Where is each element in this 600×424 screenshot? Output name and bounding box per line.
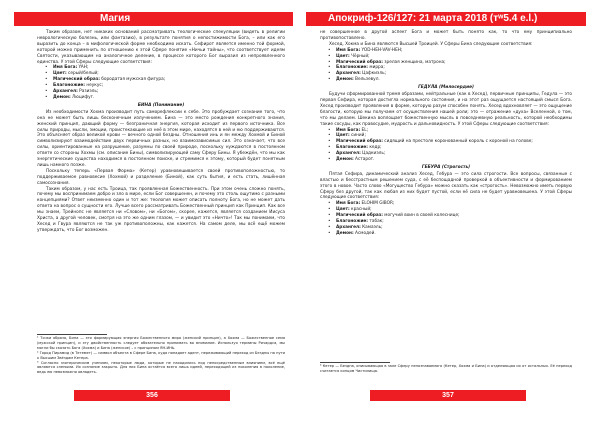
intro-paragraph: не совершенное в другой аспект Бога и может быть понято как, то что ему принципиально противопоставлено. bbox=[320, 30, 572, 41]
section-heading-gebura: ГЕБУРА (Строгость) bbox=[421, 164, 471, 170]
correspondence-list-bina bbox=[320, 48, 572, 83]
correspondence-item: • Демон: Люцифуг. bbox=[53, 95, 285, 101]
correspondence-list-gedula bbox=[320, 128, 572, 163]
body-paragraph: Пятая Сефира, динамический анализ Хесед, Гебура — это сила строгости. Все вопросы, связанные с властью и бесстрастным решением суда, с её беспощадной проверкой в объективности и формированием этого в новое. Часто слово «Могущество Гебура» можно сказать как «строгость». Невозможно иметь первую Сферу без другой, так как любая из них будет пустой, если её сила не будет уравновешена. У этой Сферы следующие соответствия: bbox=[320, 171, 572, 201]
correspondence-item: • Имя Бога: ELOHIM GIBOR; bbox=[336, 201, 572, 207]
correspondence-list-gebura bbox=[320, 201, 572, 236]
correspondence-item: • Демон: Асмодей. bbox=[336, 231, 572, 237]
correspondence-item: • Архангел: Цадкиэль; bbox=[336, 151, 572, 157]
body-paragraph: Будучи сформированной тремя образами, нейтральные (как в Хесед), первичные принципы, Гедула — это первая Сефира, которая достигла нормального состояния, и на этот раз ощущается настоящий смысл Бога. Хесед производит проявления в форме, которую разум способен понять. Хесед вдохновляет — это ощущение благости, которую мы получаем от осуществления нашей роли; это — отражение «духа» Вселенной, о том, что мы делаем. Шекина воплощает божественную мысль в повседневную реальность, которой необходимы такие сосуды, как правосудие, мудрость и дальновидность. У этой Сферы следующие соответствия: bbox=[320, 92, 572, 127]
correspondence-item: • Благоножие: мирра; bbox=[336, 65, 572, 71]
page-number: 357 bbox=[442, 392, 454, 399]
correspondence-item: • Архангел: Разиэль; bbox=[53, 89, 285, 95]
footnote: ⁴ Кетер — Бездна, описывающая в зале Сферу непознаваемого (Кетер, Хохма и Бина) и отделяющая их от остальных. Её переход считается концом Чистилища. bbox=[320, 364, 572, 373]
page-number-bar-right bbox=[370, 390, 526, 401]
running-header-right bbox=[306, 12, 586, 26]
correspondence-item: • Цвет: синий; bbox=[336, 133, 572, 139]
correspondence-list-hokhma bbox=[37, 65, 285, 100]
correspondence-item: • Имя Бога: YOD-HEH-VAV-HEH; bbox=[336, 48, 572, 54]
running-header-left bbox=[14, 12, 293, 26]
section-heading-gedula: ГЕДУЛА (Милосердие) bbox=[418, 85, 474, 91]
page-number: 356 bbox=[146, 392, 158, 399]
correspondence-item: • Магический образ: сидящий на престоле коронованный король с короной на голове; bbox=[336, 139, 572, 145]
correspondence-item: • Архангел: Камаэль; bbox=[336, 225, 572, 231]
correspondence-item: • Демон: Вельзевул. bbox=[336, 77, 572, 83]
section-heading-bina: БИНА (Понимание) bbox=[137, 102, 185, 108]
footnote: ³ Согласно эзотерическим учениям, некоторые люди, которые не находились под непосредственным влиянием, всё ещё являются слепыми. Их сознание закрыто. Для них Бина остаётся всего лишь идеей, переходящей из поколения в поколение, ведь ею невозможно овладеть. bbox=[37, 360, 285, 375]
correspondence-item: • Благоножие: кедр; bbox=[336, 145, 572, 151]
correspondence-item: • Магический образ: бородатая мужская фигура; bbox=[53, 77, 285, 83]
footnote-divider bbox=[37, 334, 107, 335]
correspondence-item: • Благоножие: табак; bbox=[336, 219, 572, 225]
intro-paragraph: Хесед, Хокма и Бина являются Высшей Троицей. У Сферы Бина следующие соответствия: bbox=[329, 41, 533, 47]
correspondence-item: • Цвет: красный; bbox=[336, 207, 572, 213]
correspondence-item: • Магический образ: зрелая женщина, матрона; bbox=[336, 60, 572, 66]
correspondence-item: • Цвет: серый/белый; bbox=[53, 71, 285, 77]
correspondence-item: • Демон: Астарот. bbox=[336, 157, 572, 163]
footnote-divider bbox=[320, 362, 390, 363]
correspondence-item: • Цвет: Чёрный; bbox=[336, 54, 572, 60]
correspondence-item: • Магический образ: могучий воин в своей колеснице; bbox=[336, 213, 572, 219]
left-page-text-column bbox=[37, 30, 285, 234]
footnote: ¹ Точки образа, Бина — это формирующая энергия Божественного мира (женский принцип), а Хохма — Божественное семя (мужской принцип), и эту двойственность следует обязательно принимать во внимание. Используя термины Ричардса, мы могли бы сказать Бога (Хохма) и Бина (женское) – с принципом ЯН-ИНЬ. bbox=[37, 336, 285, 350]
right-page-text-column bbox=[320, 30, 572, 237]
footnote: ² Город Пирамид (в Тетемет) — символ объекта в Сфере Бина, куда попадает адепт, переживающий переход из Бездны на пути к Высшим Звёздам Кетера. bbox=[37, 350, 285, 360]
correspondence-item: • Имя Бога: YAH; bbox=[53, 65, 285, 71]
journal-issue-title: Апокриф-126/127: 21 марта 2018 (тʷ5.4 e.l.) bbox=[328, 13, 538, 24]
body-paragraph: Поскольку теперь «Первая Форма» (Кетер) уравновешивается своей противоположностью, то поддерживаемое равновесие (Хохмой) и разделение (Биной), как суть бытия, и есть стать, лишённая самосознания. bbox=[37, 168, 285, 186]
correspondence-item: • Благоножие: неукус; bbox=[53, 83, 285, 89]
intro-paragraph: Таким образом, нет никаких оснований рассматривать теологические спекуляции (видеть в религии неврологическую болезнь, или фантазию), в результате понятия о непостижимости Бога, – или как его выразить до конца – в мифологической форме необходимо искать. Сефирот является именно той формой, которой можно применить по отношению к этой Сфере понятие «Ничьи тайны», что соответствует идеям Святости, указывающим на аналогичное деление, в процессе которого Бог выразил из непроявленного единства. У этой Сферы следующие соответствия: bbox=[37, 30, 285, 65]
right-footnotes bbox=[320, 364, 572, 374]
body-paragraph: Из необходимости Хохма производит путь саморефлексии к себе. Это пробуждает сознание того, что она не может быть лишь бесконечным излучением. Бина — это место рождения конкретного знания, женский принцип, дающий форму — безграничная энергия, которая исходит из первого источника. Все силы природы, мысли, эмоции, проистекающие из неё в этом мире, находятся в ней и ею поддерживаются. Это объясняет образ великой крови — вечного одной бездны. Отношения инь и ян между Хохмой и Биной символизируют взаимодействие двух первичных разных, но взаимозависимых сил. Это означает, что все силы, ориентированные на разрушение, разумны по своей природе, поскольку нуждаются в постоянном ответе со стороны Хохмы (см. описание Бины), символизирующей саму Сферу Бины. Я убеждён, что мы как энергетические существа находимся в постоянном поиске, и стремимся к этому, который будет понятным лишь намного позже. bbox=[37, 109, 285, 168]
body-paragraph: Таким образом, у нас есть Троица, так проявленная Божественность. При этом очень сложно понять, почему мы воспринимаем добро и зло в мире, если Бог совершенен, и почему это столь ощутимо с разными концепциями? Ответ неизменно один и тот же: теология может описать полноту Бога, но не может дать ответа на вопрос о сущности его. Лучше всего рассматривать Божественный принцип как Принцип. Как все мы знаем, Трейнопс не является ни «Словом», ни «Богом», скорее, кажется, является созданием Иисуса Христа, а другой человек, смотря на это же одним глазом, — и увидит это «Ничто»! Так мы понимаем, что Хесед и Гвура являются не так уж противоположны, как кажется. На самом деле, мы всё ещё можем утверждать, что Бог возможен. bbox=[37, 186, 285, 233]
correspondence-item: • Имя Бога: EL; bbox=[336, 128, 572, 134]
chapter-title: Магия bbox=[100, 13, 131, 24]
correspondence-item: • Архангел: Цафкиэль; bbox=[336, 71, 572, 77]
left-footnotes bbox=[37, 336, 285, 375]
page-number-bar-left bbox=[74, 390, 230, 401]
